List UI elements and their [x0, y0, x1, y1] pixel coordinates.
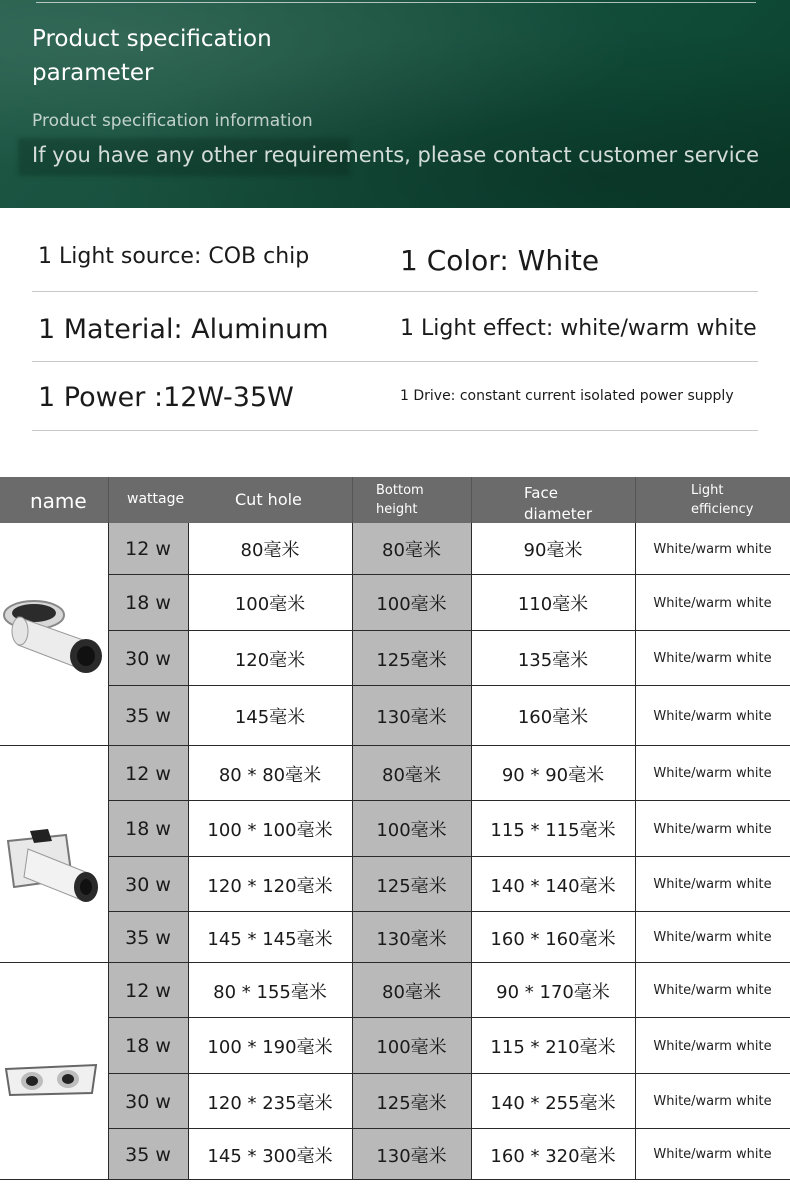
cell-light-efficiency: White/warm white [653, 930, 772, 945]
spec-divider [32, 291, 758, 292]
cell-light-efficiency: White/warm white [653, 1038, 772, 1054]
spec-light-effect: 1 Light effect: white/warm white [400, 316, 757, 341]
cell-bottom-height: 80毫米 [382, 981, 441, 1003]
header-bottom-height-line2: height [376, 502, 418, 517]
header-face-diameter-line2: diameter [524, 505, 592, 523]
cell-face-diameter: 90 * 90毫米 [501, 764, 605, 786]
cell-light-efficiency: White/warm white [653, 1094, 772, 1109]
column-divider [635, 523, 636, 1180]
cell-face-diameter: 160 * 160毫米 [490, 928, 616, 950]
header-banner [0, 0, 790, 208]
cell-bottom-height: 80毫米 [382, 764, 441, 786]
cell-face-diameter: 160毫米 [517, 707, 589, 728]
header-separator [108, 477, 109, 523]
cell-wattage: 12 w [125, 538, 171, 560]
cell-face-diameter: 90毫米 [523, 540, 583, 561]
column-divider [108, 523, 109, 1180]
spec-power: 1 Power :12W-35W [38, 382, 294, 413]
cell-light-efficiency: White/warm white [653, 708, 772, 724]
cell-light-efficiency: White/warm white [653, 651, 772, 666]
header-separator [471, 477, 472, 523]
cell-face-diameter: 160 * 320毫米 [490, 1145, 616, 1167]
header-bottom-height-line1: Bottom [376, 483, 424, 498]
table-header [0, 477, 790, 523]
cell-face-diameter: 140 * 140毫米 [490, 875, 616, 897]
header-wattage: wattage [127, 491, 185, 507]
cell-cut-hole: 145毫米 [234, 707, 306, 728]
cell-face-diameter: 115 * 210毫米 [490, 1037, 616, 1058]
cell-cut-hole: 80 * 80毫米 [218, 764, 322, 786]
cell-light-efficiency: White/warm white [653, 877, 772, 892]
spec-divider [32, 361, 758, 362]
cell-light-efficiency: White/warm white [653, 541, 772, 557]
cell-face-diameter: 140 * 255毫米 [490, 1092, 616, 1114]
cell-face-diameter: 135毫米 [517, 649, 589, 671]
cell-wattage: 35 w [125, 705, 171, 727]
spec-table [0, 477, 790, 1180]
double-head-grille-light-image [4, 1061, 98, 1101]
cell-bottom-height: 80毫米 [382, 540, 441, 561]
cell-bottom-height: 130毫米 [376, 928, 447, 950]
cell-wattage: 30 w [125, 873, 171, 896]
cell-bottom-height: 125毫米 [376, 649, 447, 671]
cell-wattage: 30 w [125, 647, 171, 670]
cell-light-efficiency: White/warm white [653, 595, 772, 611]
cell-cut-hole: 120毫米 [234, 649, 306, 671]
header-cut-hole: Cut hole [235, 490, 302, 509]
column-divider [471, 523, 472, 1180]
page-title: Product specification parameter [32, 26, 272, 86]
spec-color: 1 Color: White [400, 244, 600, 277]
page-subtitle: Product specification information [32, 111, 313, 131]
spec-light-source: 1 Light source: COB chip [38, 244, 310, 269]
cell-bottom-height: 100毫米 [376, 1037, 447, 1058]
cell-face-diameter: 115 * 115毫米 [490, 820, 616, 841]
cell-wattage: 18 w [125, 592, 171, 614]
header-name: name [30, 489, 87, 513]
header-face-diameter-line1: Face [524, 484, 558, 502]
cell-wattage: 12 w [125, 762, 171, 785]
round-adjustable-spotlight-image [0, 575, 108, 705]
spec-drive: 1 Drive: constant current isolated power supply [400, 388, 734, 404]
cell-bottom-height: 100毫米 [376, 594, 447, 615]
cell-cut-hole: 120 * 120毫米 [207, 875, 333, 897]
cell-bottom-height: 125毫米 [376, 875, 447, 897]
cell-face-diameter: 110毫米 [517, 594, 589, 615]
cell-wattage: 35 w [125, 926, 171, 949]
column-divider [352, 523, 353, 1180]
spec-divider [32, 430, 758, 431]
group-divider [0, 1179, 790, 1180]
cell-wattage: 35 w [125, 1143, 171, 1166]
cell-light-efficiency: White/warm white [653, 983, 772, 998]
cell-cut-hole: 145 * 145毫米 [207, 928, 333, 950]
square-adjustable-spotlight-image [0, 817, 108, 927]
header-separator [352, 477, 353, 523]
cell-wattage: 18 w [125, 818, 171, 840]
cell-cut-hole: 100 * 100毫米 [207, 820, 333, 841]
column-divider [188, 523, 189, 1180]
contact-note: If you have any other requirements, please contact customer service [32, 143, 760, 167]
header-separator [635, 477, 636, 523]
cell-wattage: 12 w [125, 979, 171, 1002]
banner-top-rule [36, 2, 756, 3]
header-light-efficiency-line1: Light [691, 483, 724, 498]
cell-light-efficiency: White/warm white [653, 821, 772, 837]
cell-bottom-height: 125毫米 [376, 1092, 447, 1114]
cell-cut-hole: 100 * 190毫米 [207, 1037, 333, 1058]
cell-light-efficiency: White/warm white [653, 766, 772, 781]
cell-bottom-height: 100毫米 [376, 820, 447, 841]
cell-bottom-height: 130毫米 [376, 707, 447, 728]
cell-wattage: 30 w [125, 1090, 171, 1113]
cell-wattage: 18 w [125, 1035, 171, 1057]
header-light-efficiency-line2: efficiency [691, 502, 754, 517]
cell-cut-hole: 80 * 155毫米 [213, 981, 327, 1003]
cell-face-diameter: 90 * 170毫米 [496, 981, 610, 1003]
cell-cut-hole: 100毫米 [234, 594, 306, 615]
cell-bottom-height: 130毫米 [376, 1145, 447, 1167]
cell-cut-hole: 120 * 235毫米 [207, 1092, 333, 1114]
spec-material: 1 Material: Aluminum [38, 314, 329, 345]
cell-light-efficiency: White/warm white [653, 1147, 772, 1162]
cell-cut-hole: 80毫米 [240, 540, 300, 561]
cell-cut-hole: 145 * 300毫米 [207, 1145, 333, 1167]
